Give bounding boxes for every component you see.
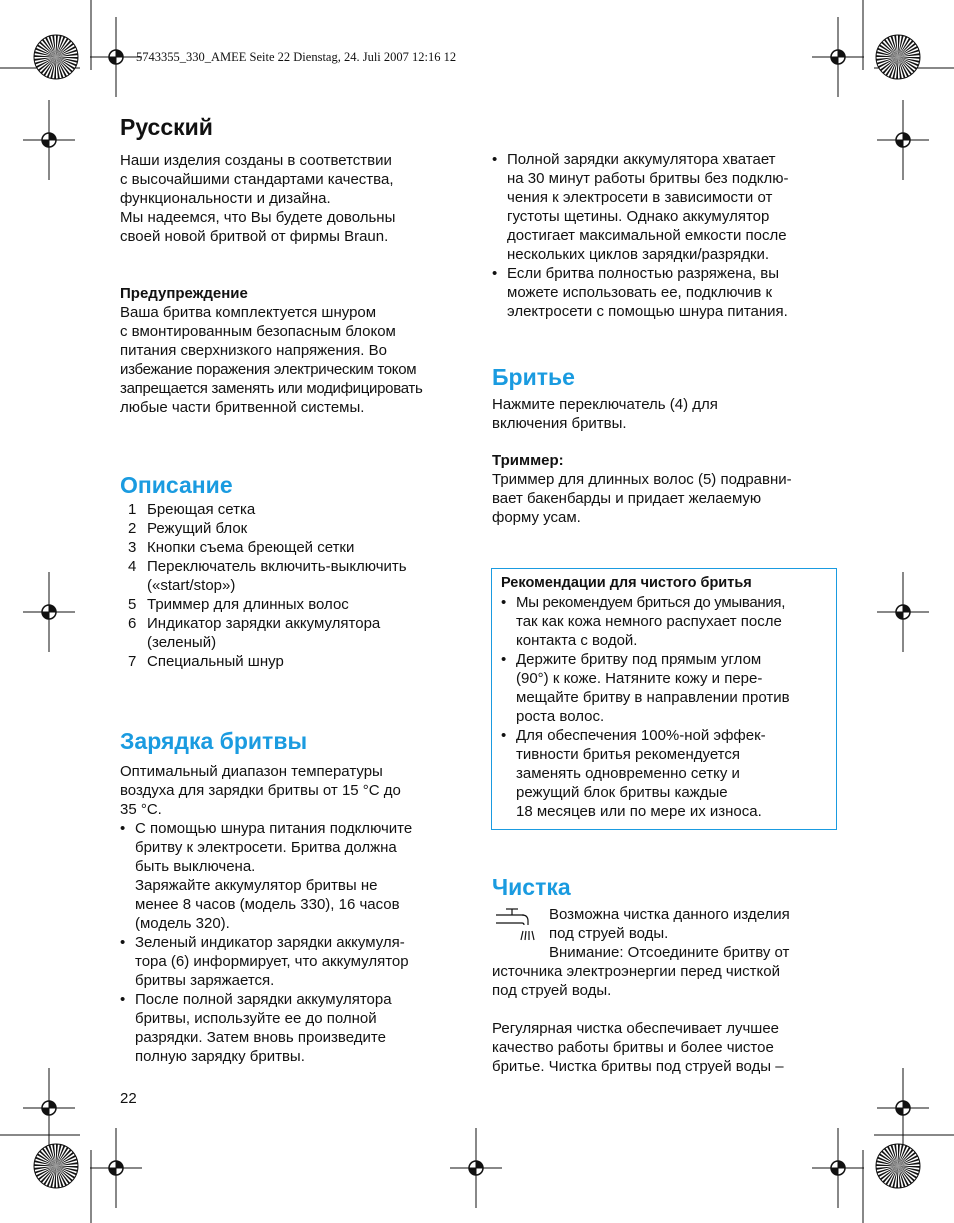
registration-crosshair [877, 1068, 929, 1148]
trimmer-line: форму усам. [492, 509, 581, 526]
list-item: • Если бритва полностью разряжена, вы можете использовать ее, подключив к электросети с помощью шнура питания. [492, 264, 838, 321]
charging-cont-bullets [492, 150, 838, 321]
registration-crosshair [877, 572, 929, 652]
shaving-line: Нажмите переключатель (4) для [492, 396, 718, 413]
tips-box [491, 568, 837, 830]
trimmer-line: Триммер для длинных волос (5) подравни- [492, 471, 792, 488]
shaving-text [492, 395, 838, 433]
starburst-target [876, 35, 920, 79]
shaving-line: включения бритвы. [492, 415, 627, 432]
list-item: • Мы рекомендуем бриться до умывания, так как кожа немного распухает после контакта с водой. [501, 593, 828, 650]
cleaning-line: Возможна чистка данного изделия [549, 906, 790, 923]
list-item: 1 Бреющая сетка [128, 501, 256, 518]
list-item: 2 Режущий блок [128, 520, 248, 537]
cleaning-line: Внимание: Отсоедините бритву от [549, 944, 790, 961]
warning-section [120, 284, 465, 417]
trimmer-title: Триммер: [492, 452, 564, 469]
starburst-target [876, 1144, 920, 1188]
charging-bullets [120, 819, 465, 1066]
list-item: • Зеленый индикатор зарядки аккумуля- тора (6) информирует, что аккумулятор бритвы заряжается. [120, 933, 465, 990]
cleaning-title: Чистка [492, 874, 571, 900]
registration-crosshair [23, 100, 75, 180]
cleaning-para-line: бритье. Чистка бритвы под струей воды – [492, 1058, 784, 1075]
list-item: • Полной зарядки аккумулятора хватает на 30 минут работы бритвы без подклю- чения к электросети в зависимости от густоты щетины. Однако аккумулятор достигает максимальной емкости после нескольких циклов зарядки/разрядки. [492, 150, 838, 264]
right-column [492, 150, 838, 527]
cleaning-para-line: Регулярная чистка обеспечивает лучшее [492, 1020, 780, 1037]
warning-title: Предупреждение [120, 285, 248, 302]
registration-crosshair [877, 100, 929, 180]
warning-line: питания сверхнизкого напряжения. Во [120, 342, 387, 359]
list-item: • Для обеспечения 100%-ной эффек- тивности бритья рекомендуется заменять одновременно сетку и режущий блок бритвы каждые 18 месяцев или по мере их износа. [501, 726, 828, 821]
trimmer-line: вает бакенбарды и придает желаемую [492, 490, 762, 507]
cleaning-paragraph [492, 1019, 838, 1076]
starburst-target [34, 35, 78, 79]
warning-line: любые части бритвенной системы. [120, 399, 365, 416]
charging-intro-line: 35 °C. [120, 801, 162, 818]
registration-crosshair [23, 572, 75, 652]
list-item: 4 Переключатель включить-выключить («start/stop») [128, 558, 407, 594]
left-column [120, 113, 465, 1066]
description-list [120, 500, 465, 671]
list-item: 5 Триммер для длинных волос [128, 596, 349, 613]
list-item: • С помощью шнура питания подключите бритву к электросети. Бритва должна быть выключена. Заряжайте аккумулятор бритвы не менее 8 часов (модель 330), 16 часов (модель 320). [120, 819, 465, 933]
intro-line: с высочайшими стандартами качества, [120, 171, 394, 188]
warning-line: Ваша бритва комплектуется шнуром [120, 304, 377, 321]
warning-line: с вмонтированным безопасным блоком [120, 323, 396, 340]
registration-crosshair [90, 1128, 142, 1208]
charging-intro-line: воздуха для зарядки бритвы от 15 °C до [120, 782, 401, 799]
page-number: 22 [120, 1090, 137, 1107]
language-title: Русский [120, 114, 213, 140]
warning-line: запрещается заменять или модифицировать [120, 380, 423, 397]
water-tap-icon [492, 905, 542, 947]
intro-line: Мы надеемся, что Вы будете довольны [120, 209, 396, 226]
list-item: 6 Индикатор зарядки аккумулятора (зеленый) [128, 615, 381, 651]
charging-intro [120, 762, 465, 819]
registration-crosshair [450, 1128, 502, 1208]
list-item: • Держите бритву под прямым углом (90°) к коже. Натяните кожу и пере- мещайте бритву в направлении против роста волос. [501, 650, 828, 726]
intro-line: Наши изделия созданы в соответствии [120, 152, 392, 169]
tips-title: Рекомендации для чистого бритья [501, 575, 752, 591]
cleaning-line: под струей воды. [492, 982, 612, 999]
intro-line: функциональности и дизайна. [120, 190, 331, 207]
registration-crosshair [812, 17, 864, 97]
cleaning-line: под струей воды. [549, 925, 669, 942]
trimmer-section [492, 451, 838, 527]
list-item: • После полной зарядки аккумулятора бритвы, используйте ее до полной разрядки. Затем вновь произведите полную зарядку бритвы. [120, 990, 465, 1066]
intro-paragraph [120, 151, 465, 246]
cleaning-para-line: качество работы бритвы и более чистое [492, 1039, 774, 1056]
cleaning-section [492, 873, 838, 1076]
list-item: 3 Кнопки съема бреющей сетки [128, 539, 355, 556]
shaving-title: Бритье [492, 364, 575, 390]
print-header: 5743355_330_AMEE Seite 22 Dienstag, 24. Juli 2007 12:16 12 [136, 50, 457, 64]
warning-line: избежание поражения электрическим током [120, 361, 417, 378]
charging-title: Зарядка бритвы [120, 728, 308, 754]
starburst-target [34, 1144, 78, 1188]
charging-intro-line: Оптимальный диапазон температуры [120, 763, 383, 780]
tips-bullets [501, 593, 828, 821]
list-item: 7 Специальный шнур [128, 653, 284, 670]
registration-crosshair [23, 1068, 75, 1148]
registration-crosshair [812, 1128, 864, 1208]
cleaning-line: источника электроэнергии перед чисткой [492, 963, 780, 980]
cleaning-icon-block [492, 905, 838, 962]
description-title: Описание [120, 472, 233, 498]
intro-line: своей новой бритвой от фирмы Braun. [120, 228, 389, 245]
registration-crosshair [90, 17, 142, 97]
